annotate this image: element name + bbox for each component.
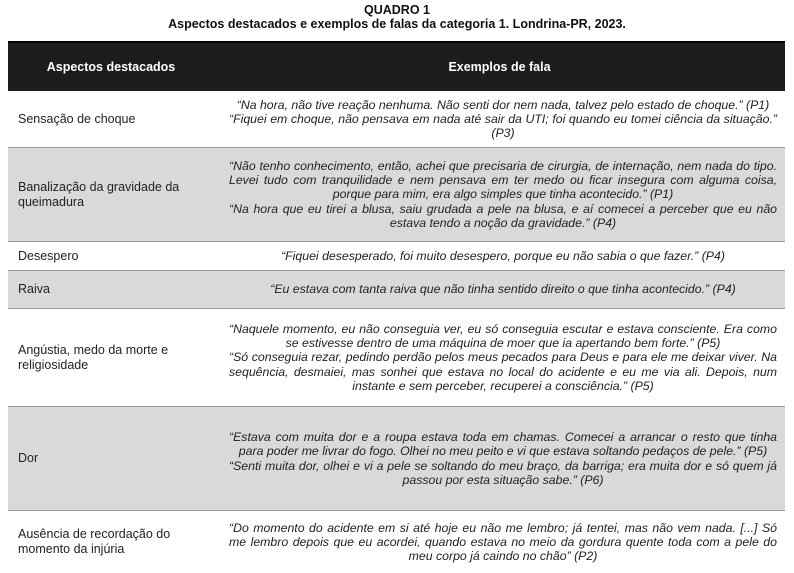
aspect-cell: Raiva bbox=[18, 282, 50, 296]
quote: “Não tenho conhecimento, então, achei que precisaria de cirurgia, de internação, nem nada do tipo. Levei tudo com tranquilidade e nem pensava em ter medo ou ficar insegura com alguma coisa, porque para mim, era algo simples que tinha acontecido.” (P1) bbox=[229, 158, 777, 202]
quote: “Eu estava com tanta raiva que não tinha sentido direito o que tinha acontecido.” (P4) bbox=[270, 282, 736, 297]
quote: “Fiquei desesperado, foi muito desespero, porque eu não sabia o que fazer.” (P4) bbox=[281, 248, 725, 263]
quote-cell bbox=[214, 148, 785, 241]
table-caption: Aspectos destacados e exemplos de falas da categoria 1. Londrina-PR, 2023. bbox=[168, 17, 626, 31]
table-row bbox=[8, 271, 785, 309]
quotes-table bbox=[8, 41, 785, 573]
quote: “Na hora, não tive reação nenhuma. Não senti dor nem nada, talvez pelo estado de choque.” (P1) bbox=[236, 97, 770, 112]
table-row bbox=[8, 91, 785, 148]
quote-cell bbox=[214, 309, 785, 406]
table-row bbox=[8, 407, 785, 511]
table-caption-number: QUADRO 1 bbox=[364, 3, 430, 17]
aspect-cell: Desespero bbox=[18, 248, 79, 263]
table-row bbox=[8, 148, 785, 242]
table-row bbox=[8, 242, 785, 271]
header-examples: Exemplos de fala bbox=[448, 60, 551, 74]
quote-cell bbox=[214, 271, 785, 308]
quote-cell bbox=[214, 242, 785, 270]
table-header bbox=[8, 41, 785, 91]
aspect-cell: Dor bbox=[18, 451, 39, 465]
quote: “Do momento do acidente em si até hoje eu não me lembro; já tentei, mas não vem nada. [...] Só me lembro depois que eu acordei, quando estava no meio da gordura quente toda com a pele do meu corpo já caindo no chão” (P2) bbox=[229, 520, 777, 564]
quote: “Só conseguia rezar, pedindo perdão pelos meus pecados para Deus e para ele me deixar viver. Na sequência, desmaiei, mas sonhei que estava no local do acidente e eu me via ali. Depois, num instante e sem perceber, recuperei a consciência.” (P5) bbox=[229, 350, 777, 393]
quote: “Estava com muita dor e a roupa estava toda em chamas. Comecei a arrancar o resto que tinha para poder me livrar do fogo. Olhei no meu peito e vi que estava soltando pedaços de pele.” (P5) bbox=[229, 430, 777, 459]
quote-cell bbox=[214, 511, 785, 573]
quote: “Fiquei em choque, não pensava em nada até sair da UTI; foi quando eu tomei ciência da situação.” (P3) bbox=[229, 111, 777, 141]
quote-cell bbox=[214, 91, 785, 147]
quote: “Senti muita dor, olhei e vi a pele se soltando do meu braço, da barriga; era muita dor e só quem já passou por esta situação sabe.” (P6) bbox=[229, 458, 777, 487]
quote: “Naquele momento, eu não conseguia ver, eu só conseguia escutar e estava consciente. Era como se estivesse dentro de uma máquina de moer que ia apertando bem forte.” (P5) bbox=[229, 321, 777, 351]
aspect-cell: Sensação de choque bbox=[18, 111, 136, 126]
quote-cell bbox=[214, 407, 785, 510]
aspect-cell: Banalização da gravidade da queimadura bbox=[18, 179, 180, 209]
aspect-cell: Angústia, medo da morte e religiosidade bbox=[18, 342, 169, 372]
header-aspects: Aspectos destacados bbox=[46, 60, 176, 74]
aspect-cell: Ausência de recordação do momento da injúria bbox=[18, 527, 171, 556]
table-row bbox=[8, 309, 785, 407]
quote: “Na hora que eu tirei a blusa, saiu grudada a pele na blusa, e aí comecei a perceber que eu não estava tendo a noção da gravidade.” (P4) bbox=[229, 201, 777, 230]
table-row bbox=[8, 511, 785, 573]
